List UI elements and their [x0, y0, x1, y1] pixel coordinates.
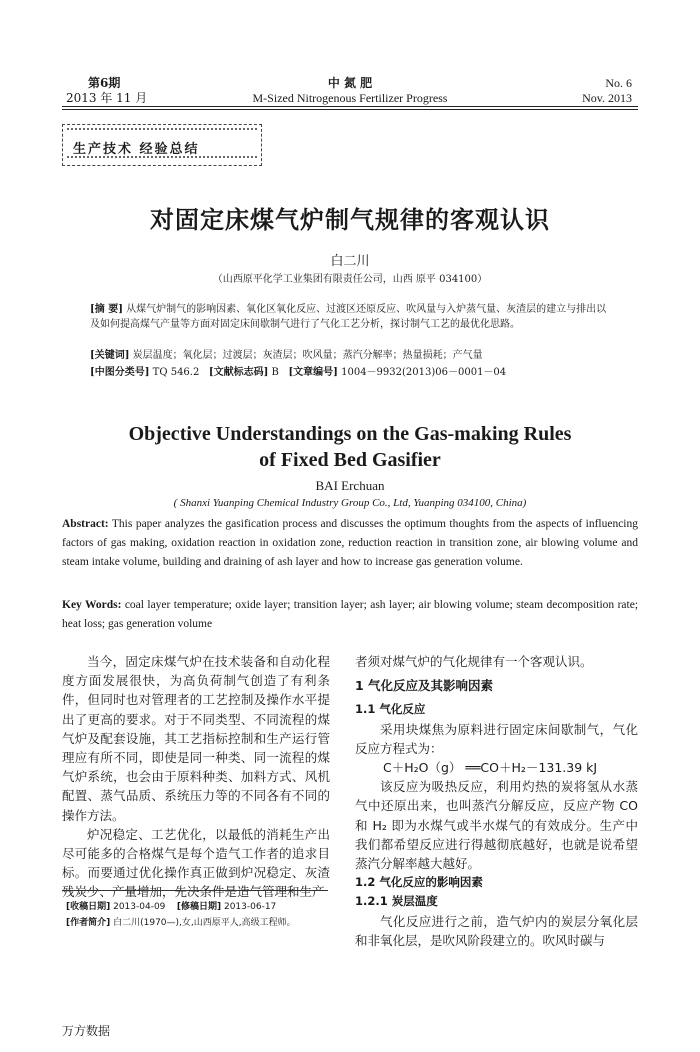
source-watermark: 万方数据	[62, 1024, 111, 1038]
section-heading: 1 气化反应及其影响因素	[355, 678, 494, 694]
revised-label: [修稿日期]	[176, 902, 222, 912]
footnote-dates	[66, 900, 336, 915]
en-title-line2: of Fixed Bed Gasifier	[259, 449, 441, 471]
cn-classification	[90, 365, 610, 380]
paragraph: 者须对煤气炉的气化规律有一个客观认识。	[355, 654, 593, 669]
articleno-label: [文章编号]	[288, 367, 338, 378]
en-abstract-text: This paper analyzes the gasification process and discusses the optimum thoughts from the aspects of influencing factors of gas making, oxidation reaction in oxidation zone, reduction reaction in transition zone, air blowing volume and steam intake volume, building and draining of ash layer and how to increase gas generation volume.	[62, 518, 638, 568]
subsubsection-heading: 1.2.1 炭层温度	[355, 894, 438, 909]
revised-date: 2013-06-17	[223, 902, 277, 912]
column-label: 生产技术 经验总结	[73, 142, 200, 157]
received-date: 2013-04-09	[113, 902, 166, 912]
subsection-heading: 1.2 气化反应的影响因素	[355, 875, 483, 890]
cn-abstract	[90, 302, 610, 332]
cn-keywords-text: 炭层温度；氧化层；过渡层；灰渣层；吹风量；蒸汽分解率；热量损耗；产气量	[132, 350, 483, 361]
subsection-heading: 1.1 气化反应	[355, 702, 426, 717]
en-keywords-label: Key Words:	[62, 599, 122, 611]
en-abstract-label: Abstract:	[62, 518, 109, 530]
en-title-line1: Objective Understandings on the Gas-making Rules	[128, 423, 572, 445]
footnote-rule	[62, 890, 328, 891]
paragraph: 该反应为吸热反应，利用灼热的炭将氢从水蒸气中还原出来，也叫蒸汽分解反应，反应产物 CO 和 H₂ 即为水煤气或半水煤气的有效成分。生产中我们都希望反应进行得越彻底越好，也就是说希望蒸汽分解率越大越好。	[355, 779, 638, 872]
doccode-label: [文献标志码]	[208, 367, 269, 378]
journal-en: M-Sized Nitrogenous Fertilizer Progress	[252, 91, 448, 105]
en-author: BAI Erchuan	[315, 478, 385, 493]
cn-abstract-text: 从煤气炉制气的影响因素、氧化区氧化反应、过渡区还原反应、吹风量与入炉蒸气量、灰渣层的建立与排出以及如何提高煤气产量等方面对固定床间歇制气进行了气化工艺分析，探讨制气工艺的最优化思路。	[90, 304, 607, 330]
author-bio: 白二川(1970—),女,山西原平人,高级工程师。	[113, 918, 296, 928]
body-right-column	[355, 652, 638, 950]
paragraph: 采用块煤焦为原料进行固定床间歇制气，气化反应方程式为：	[355, 721, 638, 756]
header-rule-thin	[62, 109, 638, 110]
clc-label: [中图分类号]	[90, 367, 150, 378]
en-affiliation: ( Shanxi Yuanping Chemical Industry Group Co., Ltd, Yuanping 034100, China)	[173, 497, 527, 509]
cn-keywords-label: [关键词]	[90, 350, 130, 361]
header-rule	[62, 106, 638, 107]
body-left-column	[62, 652, 330, 902]
cn-affiliation: （山西原平化学工业集团有限责任公司，山西 原平 034100）	[212, 274, 488, 285]
received-label: [收稿日期]	[66, 902, 111, 912]
cn-title: 对固定床煤气炉制气规律的客观认识	[150, 206, 550, 234]
cn-keywords	[90, 348, 610, 363]
issue-en: No. 6	[605, 76, 632, 90]
cn-author: 白二川	[330, 254, 370, 269]
header-right	[582, 76, 632, 106]
clc-value: TQ 546.2	[152, 367, 200, 378]
cn-abstract-label: [摘 要]	[90, 304, 123, 315]
author-bio-label: [作者简介]	[66, 918, 111, 928]
box-ornament-bottom	[67, 156, 257, 162]
journal-cn: 中 氮 肥	[327, 76, 373, 90]
paragraph: 气化反应进行之前，造气炉内的炭层分氧化层和非氧化层，是吹风阶段建立的。吹风时碳与	[355, 913, 638, 948]
doccode-value: B	[271, 367, 279, 378]
date-cn: 2013 年 11 月	[66, 91, 148, 105]
en-abstract	[62, 515, 638, 572]
paragraph: 炉况稳定、工艺优化，以最低的消耗生产出尽可能多的合格煤气是每个造气工作者的追求目标。而要通过优化操作真正做到炉况稳定、灰渣残炭少、产量增加，先决条件是造气管理和生产	[62, 826, 330, 900]
paragraph: 当今，固定床煤气炉在技术装备和自动化程度方面发展很快，为高负荷制气创造了有利条件，但同时也对管理者的工艺控制及操作水平提出了更高的要求。对于不同类型、不同流程的煤气炉及配套设施，其工艺指标控制和生产运行管理应有所不同，即使是同一种类、同一流程的煤气炉系统，也会由于原料种类、加料方式、风机配置、蒸气品质、系统压力等的不同各有不同的操作方法。	[62, 654, 330, 823]
footnote-author	[66, 916, 336, 931]
en-keywords	[62, 596, 638, 634]
en-keywords-text: coal layer temperature; oxide layer; transition layer; ash layer; air blowing volume; steam decomposition rate; heat loss; gas generation volume	[62, 599, 639, 630]
articleno-value: 1004－9932(2013)06－0001－04	[341, 367, 507, 378]
equation: C＋H₂O（g） ══CO＋H₂－131.39 kJ	[383, 760, 598, 776]
column-label-box	[62, 124, 262, 166]
date-en: Nov. 2013	[582, 91, 632, 105]
box-ornament-top	[67, 128, 257, 134]
issue-cn: 第6期	[88, 76, 121, 90]
